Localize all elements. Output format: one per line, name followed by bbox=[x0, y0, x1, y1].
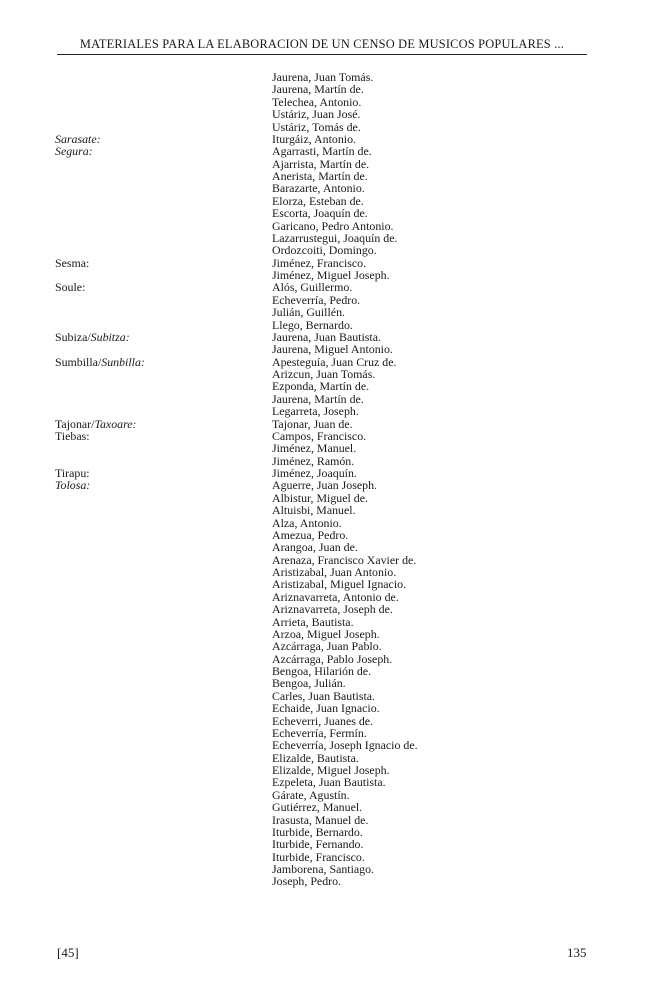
musician-name: Arangoa, Juan de. bbox=[272, 540, 358, 555]
place-name-basque: Sunbilla: bbox=[101, 354, 145, 369]
entry-row bbox=[0, 244, 645, 256]
musician-name: Irasusta, Manuel de. bbox=[272, 812, 369, 827]
entry-row bbox=[0, 504, 645, 516]
musician-name: Tajonar, Juan de. bbox=[272, 416, 353, 431]
musician-name: Arzoa, Miguel Joseph. bbox=[272, 626, 380, 641]
musician-name: Alza, Antonio. bbox=[272, 515, 342, 530]
musician-name: Anerista, Martín de. bbox=[272, 169, 368, 183]
place-name-basque: Tolosa: bbox=[55, 478, 91, 493]
musician-name: Iturbide, Fernando. bbox=[272, 837, 364, 852]
place-name bbox=[55, 479, 90, 491]
place-name bbox=[55, 331, 130, 343]
entry-row bbox=[0, 838, 645, 850]
entry-row bbox=[0, 182, 645, 194]
musician-name: Gárate, Agustín. bbox=[272, 787, 350, 802]
entry-row bbox=[0, 380, 645, 392]
musician-name: Elizalde, Miguel Joseph. bbox=[272, 763, 390, 777]
running-header: MATERIALES PARA LA ELABORACION DE UN CENSO DE MUSICOS POPULARES ... bbox=[79, 37, 565, 51]
musician-name: Aristizabal, Miguel Ignacio. bbox=[272, 577, 407, 592]
musician-name: Agarrasti, Martín de. bbox=[272, 144, 372, 159]
musician-name: Arenaza, Francisco Xavier de. bbox=[272, 552, 417, 567]
entry-row bbox=[0, 479, 645, 491]
place-name-roman: Tajonar/ bbox=[55, 416, 95, 431]
entry-row bbox=[0, 640, 645, 652]
place-name bbox=[55, 356, 145, 368]
musician-name: Echeverri, Juanes de. bbox=[272, 713, 374, 728]
entry-row bbox=[0, 207, 645, 219]
musician-name: Aristizabal, Juan Antonio. bbox=[272, 565, 397, 579]
place-name bbox=[55, 257, 89, 269]
musician-name: Llego, Bernardo. bbox=[272, 317, 353, 332]
entry-row bbox=[0, 875, 645, 887]
place-name bbox=[55, 145, 93, 157]
musician-name: Legarreta, Joseph. bbox=[272, 404, 359, 419]
musician-name: Iturgáiz, Antonio. bbox=[272, 131, 356, 146]
entry-row bbox=[0, 442, 645, 454]
entry-row bbox=[0, 541, 645, 553]
place-name-basque: Sarasate: bbox=[55, 131, 101, 146]
musician-name: Barazarte, Antonio. bbox=[272, 181, 365, 196]
entry-row bbox=[0, 702, 645, 714]
entry-row bbox=[0, 83, 645, 95]
entry-row bbox=[0, 306, 645, 318]
musician-name: Altuisbi, Manuel. bbox=[272, 503, 356, 518]
musician-name: Apesteguía, Juan Cruz de. bbox=[272, 354, 397, 369]
footer-reference: [45] bbox=[57, 945, 79, 960]
musician-name: Ustáriz, Juan José. bbox=[272, 107, 361, 122]
musician-name: Jiménez, Miguel Joseph. bbox=[272, 268, 390, 282]
musician-name: Azcárraga, Juan Pablo. bbox=[272, 639, 382, 654]
musician-name: Escorta, Joaquín de. bbox=[272, 206, 368, 221]
musician-name: Elizalde, Bautista. bbox=[272, 750, 359, 765]
musician-name: Ordozcoiti, Domingo. bbox=[272, 243, 377, 258]
place-name-basque: Segura: bbox=[55, 144, 93, 159]
musician-name: Jiménez, Manuel. bbox=[272, 441, 357, 456]
entry-row bbox=[0, 776, 645, 788]
musician-name: Ajarrista, Martín de. bbox=[272, 156, 370, 171]
place-name bbox=[55, 281, 85, 293]
place-name-roman: Sumbilla/ bbox=[55, 354, 102, 369]
musician-name: Elorza, Esteban de. bbox=[272, 193, 364, 208]
musician-name: Iturbide, Bernardo. bbox=[272, 824, 363, 839]
musician-name: Arizcun, Juan Tomás. bbox=[272, 367, 376, 381]
entry-row bbox=[0, 281, 645, 293]
musician-name: Aguerre, Juan Joseph. bbox=[272, 478, 378, 493]
musician-name: Jaurena, Juan Tomás. bbox=[272, 70, 374, 84]
place-name-basque: Subitza: bbox=[90, 329, 130, 344]
musician-name: Echeverría, Fermín. bbox=[272, 725, 367, 740]
entry-row bbox=[0, 603, 645, 615]
musician-name: Telechea, Antonio. bbox=[272, 94, 362, 109]
musician-name: Echeverría, Joseph Ignacio de. bbox=[272, 738, 418, 753]
musician-name: Joseph, Pedro. bbox=[272, 874, 342, 889]
musician-name: Jaurena, Miguel Antonio. bbox=[272, 342, 393, 357]
musician-name: Jaurena, Juan Bautista. bbox=[272, 329, 381, 344]
place-name-basque: Taxoare: bbox=[94, 416, 137, 431]
place-name-roman: Tirapu: bbox=[55, 466, 90, 480]
musician-name: Albistur, Miguel de. bbox=[272, 490, 368, 505]
musician-name: Campos, Francisco. bbox=[272, 428, 367, 443]
musician-name: Lazarrustegui, Joaquín de. bbox=[272, 230, 398, 245]
musician-name: Ezpeleta, Juan Bautista. bbox=[272, 775, 386, 790]
musician-name: Carles, Juan Bautista. bbox=[272, 688, 376, 703]
musician-name: Ariznavarreta, Antonio de. bbox=[272, 589, 399, 604]
musician-name: Echaide, Juan Ignacio. bbox=[272, 701, 380, 716]
musician-name: Bengoa, Hilarión de. bbox=[272, 664, 372, 678]
entry-row bbox=[0, 677, 645, 689]
entry-row bbox=[0, 578, 645, 590]
entry-row bbox=[0, 108, 645, 120]
musician-name: Jamborena, Santiago. bbox=[272, 862, 375, 876]
musician-name: Gutiérrez, Manuel. bbox=[272, 800, 363, 815]
musician-name: Bengoa, Julián. bbox=[272, 676, 346, 691]
musician-name: Alós, Guillermo. bbox=[272, 280, 353, 295]
census-entries bbox=[0, 71, 645, 888]
musician-name: Arrieta, Bautista. bbox=[272, 614, 354, 629]
place-name-roman: Soule: bbox=[55, 280, 86, 295]
musician-name: Garicano, Pedro Antonio. bbox=[272, 218, 394, 233]
musician-name: Jiménez, Joaquín. bbox=[272, 466, 357, 480]
musician-name: Ustáriz, Tomás de. bbox=[272, 119, 361, 134]
header-rule bbox=[57, 54, 587, 55]
musician-name: Iturbide, Francisco. bbox=[272, 849, 365, 864]
musician-name: Jaurena, Martín de. bbox=[272, 82, 364, 97]
entry-row bbox=[0, 739, 645, 751]
musician-name: Julián, Guillén. bbox=[272, 305, 345, 320]
entry-row bbox=[0, 145, 645, 157]
musician-name: Ezponda, Martín de. bbox=[272, 379, 370, 394]
place-name bbox=[55, 430, 90, 442]
entry-row bbox=[0, 801, 645, 813]
musician-name: Echeverría, Pedro. bbox=[272, 292, 361, 307]
musician-name: Jiménez, Ramón. bbox=[272, 453, 355, 468]
place-name-roman: Subiza/ bbox=[55, 329, 91, 344]
place-name-roman: Tiebas: bbox=[55, 428, 90, 443]
musician-name: Jaurena, Martín de. bbox=[272, 391, 364, 406]
place-name-roman: Sesma: bbox=[55, 255, 90, 270]
musician-name: Azcárraga, Pablo Joseph. bbox=[272, 651, 393, 666]
page-number: 135 bbox=[567, 945, 587, 960]
musician-name: Amezua, Pedro. bbox=[272, 527, 349, 542]
musician-name: Ariznavarreta, Joseph de. bbox=[272, 602, 393, 617]
musician-name: Jiménez, Francisco. bbox=[272, 255, 367, 270]
